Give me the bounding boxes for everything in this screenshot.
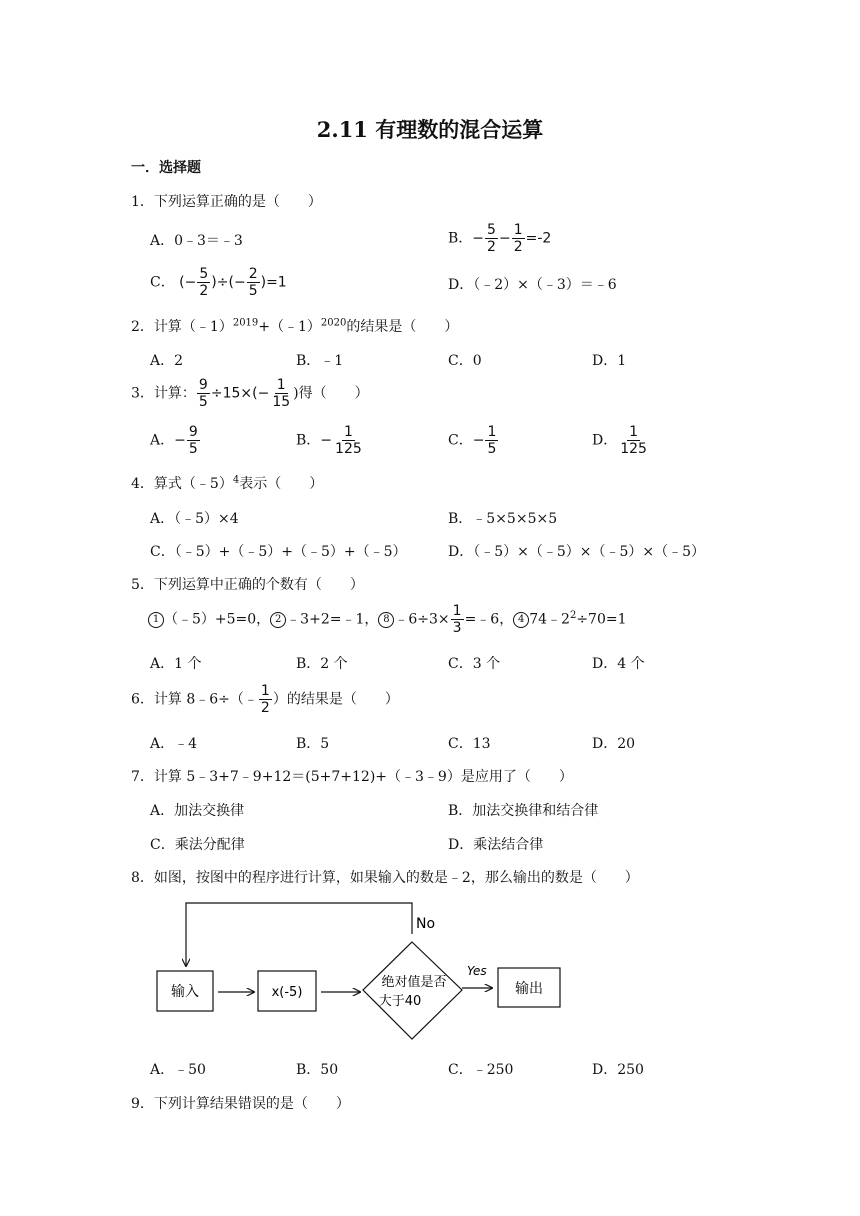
statement: （﹣5）+5=0， [164, 611, 271, 628]
minus-sign: − [320, 432, 333, 449]
circled-number: 8 [378, 612, 394, 628]
denominator: 2 [260, 700, 270, 716]
q6-option-b: B．5 [296, 736, 330, 752]
q8-option-d: D．250 [592, 1062, 644, 1078]
no-label: No [416, 916, 436, 932]
q7-option-d: D．乘法结合律 [448, 837, 544, 853]
q5-option-b: B．2 个 [296, 656, 348, 672]
option-label: C． [150, 274, 175, 291]
q6-option-d: D．20 [592, 736, 636, 752]
statement: =﹣6， [464, 611, 514, 628]
condition-diamond [363, 942, 462, 1039]
circled-number: 1 [148, 612, 164, 628]
stem-part: ）的结果是（ ） [272, 691, 399, 708]
question-1-stem: 1．下列运算正确的是（ ） [131, 194, 322, 210]
denominator: 125 [620, 441, 647, 457]
numerator: 1 [452, 603, 462, 619]
q8-option-b: B．50 [296, 1062, 339, 1078]
q6-option-a: A．﹣4 [150, 736, 198, 752]
numerator: 1 [487, 424, 497, 440]
expression-part: )÷(− [211, 274, 246, 291]
question-9-stem: 9．下列计算结果错误的是（ ） [131, 1096, 350, 1112]
denominator: 2 [487, 239, 496, 255]
numerator: 5 [199, 266, 209, 282]
expression-part: (− [179, 274, 197, 291]
stem-part: 6．计算 8﹣6÷（﹣ [131, 691, 258, 708]
q5-option-c: C．3 个 [448, 656, 501, 672]
page-title: 2.11 有理数的混合运算 [316, 117, 544, 142]
minus-sign: − [498, 230, 511, 247]
option-label: C． [448, 432, 473, 449]
numerator: 1 [513, 222, 523, 238]
condition-line-2: 大于40 [378, 994, 422, 1009]
option-label: B． [448, 230, 473, 247]
stem-part: 2．计算（﹣1） [131, 319, 233, 335]
minus-sign: − [472, 230, 485, 247]
q5-option-d: D．4 个 [592, 656, 645, 672]
option-label: B． [296, 432, 321, 449]
question-5-stem: 5．下列运算中正确的个数有（ ） [131, 577, 364, 593]
numerator: 2 [248, 266, 258, 282]
q4-option-d: D．（﹣5）×（﹣5）×（﹣5）×（﹣5） [448, 544, 706, 560]
exponent: 2020 [320, 317, 347, 329]
exponent: 2019 [232, 317, 259, 329]
numerator: 1 [260, 683, 270, 699]
denominator: 5 [248, 283, 258, 299]
circled-number: 2 [270, 612, 286, 628]
q2-option-a: A．2 [150, 353, 184, 369]
option-label: A． [150, 432, 175, 449]
condition-line-1: 绝对值是否 [381, 975, 447, 990]
minus-sign: − [174, 432, 186, 449]
q5-option-a: A．1 个 [150, 656, 202, 672]
stem-part: 3．计算： [131, 385, 196, 402]
q2-option-c: C．0 [448, 353, 482, 369]
q7-option-b: B．加法交换律和结合律 [448, 803, 599, 819]
yes-label: Yes [467, 964, 487, 978]
denominator: 5 [487, 441, 497, 457]
q8-option-c: C．﹣250 [448, 1062, 514, 1078]
q6-option-c: C．13 [448, 736, 491, 752]
q7-option-c: C．乘法分配律 [150, 837, 245, 853]
q1-option-a: A．0﹣3＝﹣3 [150, 233, 243, 249]
operation-label: x(-5) [271, 985, 303, 1000]
q1-option-d: D．（﹣2）×（﹣3）＝﹣6 [448, 277, 617, 293]
stem-part: )得（ ） [293, 385, 369, 402]
numerator: 1 [629, 424, 639, 440]
q2-option-b: B．﹣1 [296, 353, 344, 369]
expression-tail: =-2 [525, 230, 552, 247]
question-7-stem: 7．计算 5﹣3+7﹣9+12＝(5+7+12)+（﹣3﹣9）是应用了（ ） [131, 769, 573, 785]
numerator: 1 [343, 424, 353, 440]
output-label: 输出 [515, 981, 543, 997]
statement: ÷70=1 [576, 611, 627, 628]
expression-tail: )=1 [260, 274, 287, 291]
denominator: 2 [199, 283, 209, 299]
denominator: 3 [452, 620, 462, 636]
option-label: D． [592, 432, 618, 449]
q7-option-a: A．加法交换律 [150, 803, 245, 819]
expression-part: ÷15×(− [210, 385, 270, 402]
section-heading: 一．选择题 [131, 160, 201, 176]
denominator: 125 [335, 441, 362, 457]
stem-part: 表示（ ） [239, 476, 324, 492]
loop-back-arrow [186, 903, 412, 966]
statement: 74﹣2 [529, 611, 570, 628]
numerator: 9 [188, 424, 198, 440]
numerator: 5 [487, 222, 496, 238]
minus-sign: − [472, 432, 485, 449]
denominator: 2 [513, 239, 523, 255]
question-8-stem: 8．如图，按图中的程序进行计算，如果输入的数是﹣2，那么输出的数是（ ） [131, 870, 639, 886]
circled-number: 4 [513, 612, 529, 628]
denominator: 5 [198, 394, 208, 410]
numerator: 9 [198, 377, 208, 393]
statement: ﹣3+2=﹣1， [286, 611, 379, 628]
stem-part: 的结果是（ ） [346, 319, 459, 335]
denominator: 15 [272, 394, 291, 410]
numerator: 1 [276, 377, 286, 393]
stem-part: 4．算式（﹣5） [131, 476, 233, 492]
q4-option-a: A．（﹣5）×4 [150, 511, 239, 527]
statement: ﹣6÷3× [394, 611, 450, 628]
q8-option-a: A．﹣50 [150, 1062, 206, 1078]
exponent: 4 [232, 474, 240, 486]
input-label: 输入 [171, 984, 199, 1000]
q4-option-c: C．（﹣5）+（﹣5）+（﹣5）+（﹣5） [150, 544, 407, 560]
q2-option-d: D．1 [592, 353, 627, 369]
stem-part: +（﹣1） [258, 319, 321, 335]
q4-option-b: B．﹣5×5×5×5 [448, 511, 558, 527]
exponent: 2 [569, 609, 577, 621]
denominator: 5 [188, 441, 198, 457]
